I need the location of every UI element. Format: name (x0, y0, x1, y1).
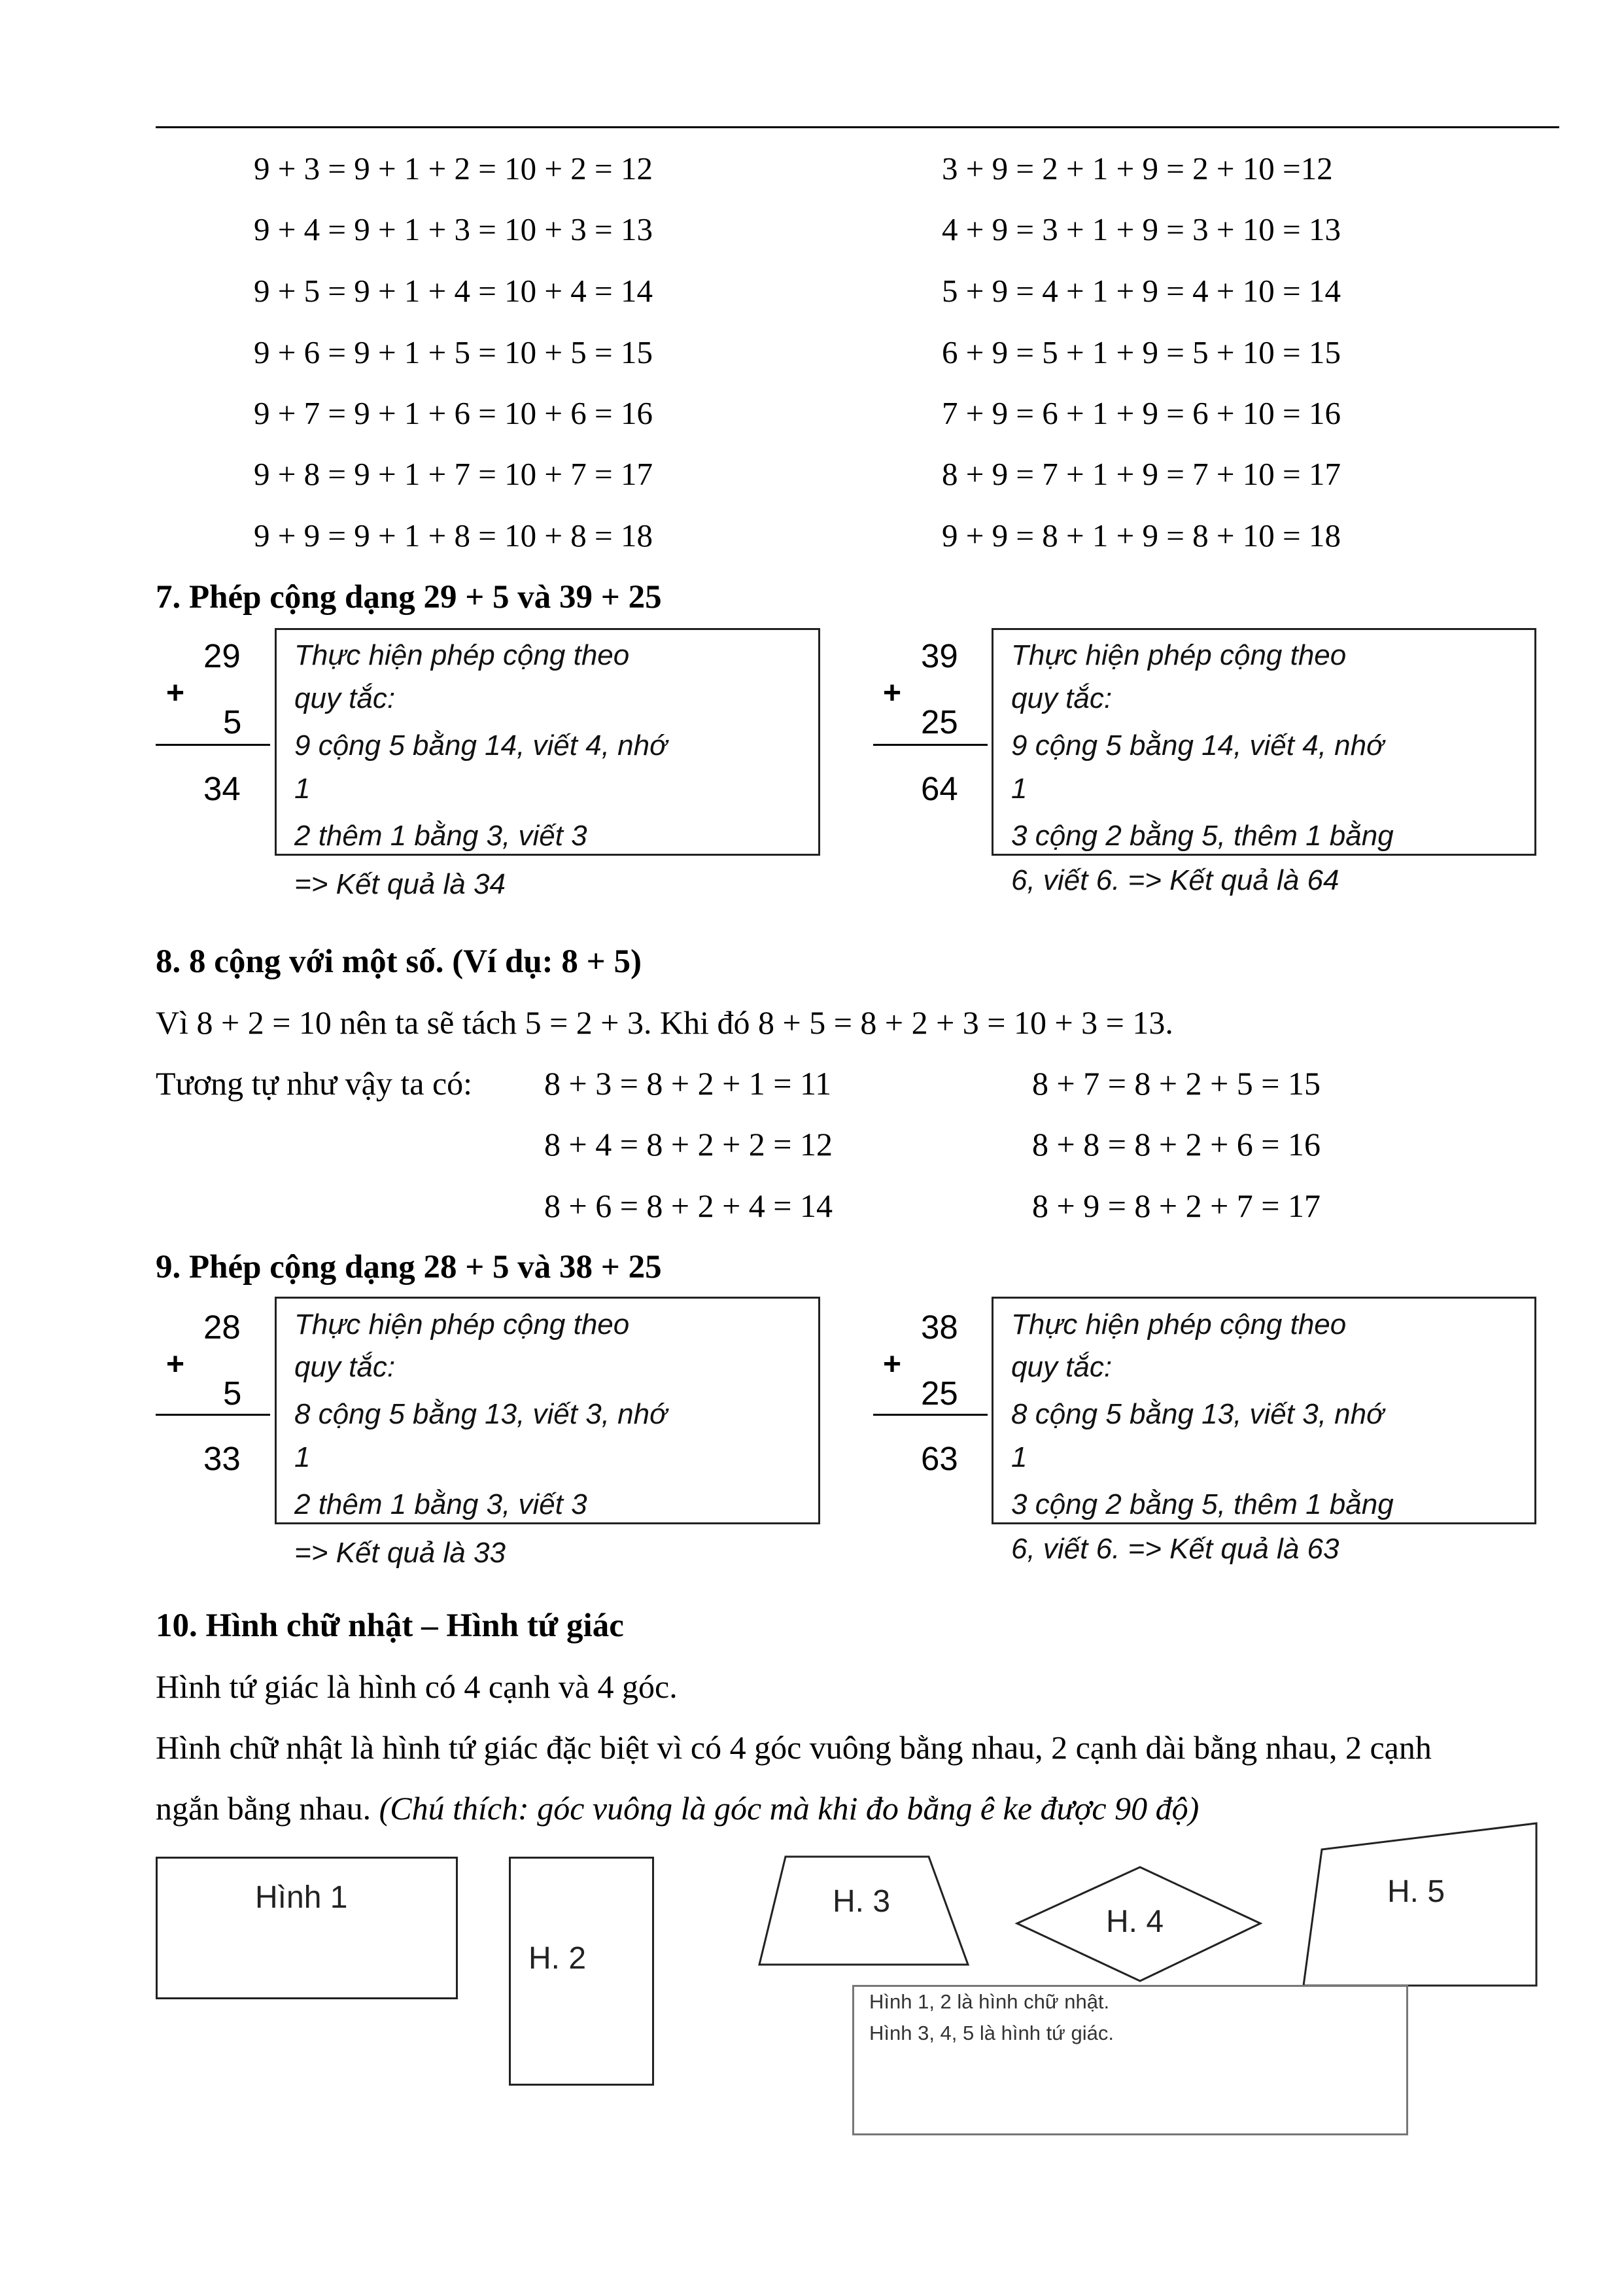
section-8-heading: 8. 8 cộng với một số. (Ví dụ: 8 + 5) (156, 943, 642, 980)
addend-bottom: 25 (921, 703, 958, 741)
equation-left-2: 9 + 4 = 9 + 1 + 3 = 10 + 3 = 13 (254, 211, 653, 247)
explanation-line-1: Thực hiện phép cộng theo (294, 639, 630, 671)
explanation-line-1: Thực hiện phép cộng theo (294, 1308, 630, 1340)
explanation-line-4: 1 (294, 773, 311, 805)
equation-left-7: 9 + 9 = 9 + 1 + 8 = 10 + 8 = 18 (254, 517, 653, 553)
equation-8-col2-3: 8 + 9 = 8 + 2 + 7 = 17 (1032, 1187, 1321, 1224)
explanation-line-5: 3 cộng 2 bằng 5, thêm 1 bằng (1011, 1488, 1394, 1520)
equation-8-col1-1: 8 + 3 = 8 + 2 + 1 = 11 (544, 1065, 832, 1102)
section-7-heading: 7. Phép cộng dạng 29 + 5 và 39 + 25 (156, 579, 662, 616)
addend-top: 29 (203, 637, 241, 674)
right-angle-note: (Chú thích: góc vuông là góc mà khi đo bằng ê ke được 90 độ) (379, 1790, 1200, 1827)
plus-sign: + (883, 676, 902, 710)
section-10-paragraph-2: Hình chữ nhật là hình tứ giác đặc biệt vì có 4 góc vuông bằng nhau, 2 cạnh dài bằng nhau, 2 cạnh (156, 1729, 1432, 1766)
section-9-heading: 9. Phép cộng dạng 28 + 5 và 38 + 25 (156, 1249, 662, 1286)
equation-right-7: 9 + 9 = 8 + 1 + 9 = 8 + 10 = 18 (942, 517, 1341, 553)
equation-8-col2-2: 8 + 8 = 8 + 2 + 6 = 16 (1032, 1126, 1321, 1163)
equation-right-6: 8 + 9 = 7 + 1 + 9 = 7 + 10 = 17 (942, 456, 1341, 492)
equation-right-3: 5 + 9 = 4 + 1 + 9 = 4 + 10 = 14 (942, 273, 1341, 309)
plus-sign: + (166, 676, 185, 710)
addend-bottom: 5 (223, 1375, 242, 1412)
sum-result: 33 (203, 1440, 241, 1477)
explanation-line-5: 2 thêm 1 bằng 3, viết 3 (294, 820, 587, 852)
shape-note-line-1: Hình 1, 2 là hình chữ nhật. (869, 1990, 1110, 2013)
equation-left-3: 9 + 5 = 9 + 1 + 4 = 10 + 4 = 14 (254, 273, 653, 309)
explanation-line-1: Thực hiện phép cộng theo (1011, 639, 1347, 671)
equation-left-4: 9 + 6 = 9 + 1 + 5 = 10 + 5 = 15 (254, 334, 653, 370)
explanation-line-2: quy tắc: (1011, 682, 1113, 714)
section-8-similar-label: Tương tự như vậy ta có: (156, 1065, 473, 1102)
explanation-line-1: Thực hiện phép cộng theo (1011, 1308, 1347, 1340)
equation-right-4: 6 + 9 = 5 + 1 + 9 = 5 + 10 = 15 (942, 334, 1341, 370)
addend-top: 38 (921, 1308, 958, 1346)
explanation-result: 6, viết 6. => Kết quả là 63 (1011, 1533, 1339, 1565)
explanation-line-2: quy tắc: (294, 1351, 396, 1383)
explanation-line-3: 9 cộng 5 bằng 14, viết 4, nhớ (294, 729, 667, 762)
equation-8-col1-3: 8 + 6 = 8 + 2 + 4 = 14 (544, 1187, 833, 1224)
addend-bottom: 5 (223, 703, 242, 741)
sum-result: 34 (203, 770, 241, 807)
explanation-line-2: quy tắc: (1011, 1351, 1113, 1383)
section-10-heading: 10. Hình chữ nhật – Hình tứ giác (156, 1607, 624, 1644)
sum-result: 64 (921, 770, 958, 807)
explanation-line-5: 3 cộng 2 bằng 5, thêm 1 bằng (1011, 820, 1394, 852)
equation-8-col1-2: 8 + 4 = 8 + 2 + 2 = 12 (544, 1126, 833, 1163)
explanation-line-3: 8 cộng 5 bằng 13, viết 3, nhớ (294, 1398, 667, 1430)
addend-top: 39 (921, 637, 958, 674)
equation-left-6: 9 + 8 = 9 + 1 + 7 = 10 + 7 = 17 (254, 456, 653, 492)
explanation-result: => Kết quả là 34 (294, 868, 506, 900)
explanation-line-2: quy tắc: (294, 682, 396, 714)
explanation-line-4: 1 (1011, 1441, 1028, 1473)
shape-label-5: H. 5 (1387, 1874, 1445, 1909)
equation-8-col2-1: 8 + 7 = 8 + 2 + 5 = 15 (1032, 1065, 1321, 1102)
plus-sign: + (883, 1347, 902, 1382)
section-10-paragraph-1: Hình tứ giác là hình có 4 cạnh và 4 góc. (156, 1668, 678, 1705)
equation-right-2: 4 + 9 = 3 + 1 + 9 = 3 + 10 = 13 (942, 211, 1341, 247)
shape-note-line-2: Hình 3, 4, 5 là hình tứ giác. (869, 2022, 1114, 2044)
addend-top: 28 (203, 1308, 241, 1346)
addend-bottom: 25 (921, 1375, 958, 1412)
explanation-result: 6, viết 6. => Kết quả là 64 (1011, 864, 1339, 896)
shape-label-4: H. 4 (1106, 1904, 1164, 1939)
equation-right-1: 3 + 9 = 2 + 1 + 9 = 2 + 10 =12 (942, 150, 1333, 186)
plus-sign: + (166, 1347, 185, 1382)
explanation-line-5: 2 thêm 1 bằng 3, viết 3 (294, 1488, 587, 1520)
explanation-line-4: 1 (1011, 773, 1028, 805)
equation-right-5: 7 + 9 = 6 + 1 + 9 = 6 + 10 = 16 (942, 395, 1341, 431)
shape-label-1: Hình 1 (255, 1880, 348, 1915)
equation-left-5: 9 + 7 = 9 + 1 + 6 = 10 + 6 = 16 (254, 395, 653, 431)
explanation-line-3: 8 cộng 5 bằng 13, viết 3, nhớ (1011, 1398, 1384, 1430)
section-8-intro: Vì 8 + 2 = 10 nên ta sẽ tách 5 = 2 + 3. Khi đó 8 + 5 = 8 + 2 + 3 = 10 + 3 = 13. (156, 1004, 1173, 1041)
equation-left-1: 9 + 3 = 9 + 1 + 2 = 10 + 2 = 12 (254, 150, 653, 186)
explanation-line-3: 9 cộng 5 bằng 14, viết 4, nhớ (1011, 729, 1384, 762)
shape-label-2: H. 2 (528, 1941, 587, 1976)
explanation-result: => Kết quả là 33 (294, 1537, 506, 1569)
paragraph-text: ngắn bằng nhau. (156, 1790, 379, 1827)
sum-result: 63 (921, 1440, 958, 1477)
shape-label-3: H. 3 (833, 1884, 891, 1919)
explanation-line-4: 1 (294, 1441, 311, 1473)
